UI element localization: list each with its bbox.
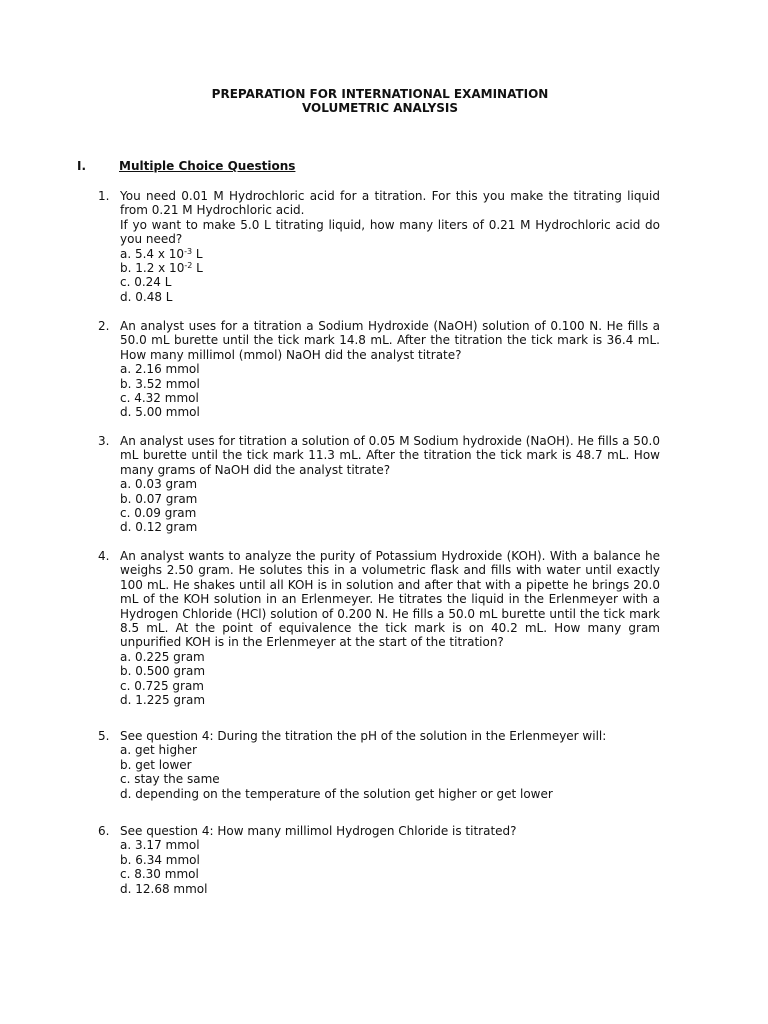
question-text: See question 4: During the titration the pH of the solution in the Erlenmeyer will: bbox=[120, 729, 607, 743]
question-text: An analyst wants to analyze the purity of Potassium Hydroxide (KOH). With a balance he weighs 2.50 gram. He solutes this in a volumetric flask and fills with water until exactly 100 mL. He shakes until all KOH is in solution and after that with a pipette he brings 20.0 mL of the KOH solution in an Erlenmeyer. He titrates the liquid in the Erlenmeyer with a Hydrogen Chloride (HCl) solution of 0.200 N. He fills a 50.0 mL burette until the tick mark 8.5 mL. At the point of equivalence the tick mark is on 40.2 mL. How many gram unpurified KOH is in the Erlenmeyer at the start of the titration? bbox=[120, 549, 660, 650]
answer-option[interactable]: d. 0.12 gram bbox=[120, 520, 198, 535]
answer-option[interactable] bbox=[120, 247, 660, 261]
question-text-part-1: You need 0.01 M Hydrochloric acid for a titration. For this you make the titrating liquid from 0.21 M Hydrochloric acid. bbox=[120, 189, 660, 218]
title-line-1: PREPARATION FOR INTERNATIONAL EXAMINATION bbox=[211, 87, 549, 101]
answer-option[interactable]: b. 6.34 mmol bbox=[120, 852, 200, 867]
answer-option[interactable]: b. 0.500 gram bbox=[120, 664, 206, 679]
answer-option[interactable]: a. 2.16 mmol bbox=[120, 362, 200, 377]
question-1 bbox=[98, 189, 660, 304]
answer-option[interactable]: c. 0.24 L bbox=[120, 275, 172, 290]
answer-option[interactable]: a. 0.225 gram bbox=[120, 649, 205, 664]
option-b-exponent: -2 bbox=[184, 261, 193, 271]
answer-options bbox=[120, 477, 660, 535]
section-number: I. bbox=[77, 159, 87, 173]
document-title bbox=[0, 87, 760, 116]
answer-option[interactable]: a. get higher bbox=[120, 743, 197, 758]
answer-option[interactable]: d. depending on the temperature of the solution get higher or get lower bbox=[120, 786, 553, 801]
question-text bbox=[120, 189, 660, 247]
answer-option[interactable]: a. 0.03 gram bbox=[120, 477, 198, 492]
question-number: 4. bbox=[98, 549, 110, 563]
section-title: Multiple Choice Questions bbox=[119, 159, 296, 173]
answer-option[interactable]: d. 12.68 mmol bbox=[120, 881, 208, 896]
answer-option[interactable]: d. 1.225 gram bbox=[120, 693, 206, 708]
answer-option[interactable]: b. 3.52 mmol bbox=[120, 376, 200, 391]
question-text: An analyst uses for titration a solution of 0.05 M Sodium hydroxide (NaOH). He fills a 50.0 mL burette until the tick mark 11.3 mL. After the titration the tick mark is 48.7 mL. How many grams of NaOH did the analyst titrate? bbox=[120, 434, 660, 477]
question-3 bbox=[98, 434, 660, 535]
question-number: 1. bbox=[98, 189, 110, 203]
question-5 bbox=[98, 729, 660, 801]
answer-option[interactable]: c. stay the same bbox=[120, 772, 220, 787]
answer-option[interactable]: c. 4.32 mmol bbox=[120, 391, 199, 405]
answer-option[interactable]: a. 3.17 mmol bbox=[120, 838, 200, 853]
answer-option[interactable]: b. 0.07 gram bbox=[120, 491, 198, 506]
answer-options bbox=[120, 838, 660, 896]
question-number: 5. bbox=[98, 729, 110, 743]
answer-options bbox=[120, 247, 660, 305]
option-a-unit: L bbox=[192, 246, 203, 261]
option-a-base: a. 5.4 x 10 bbox=[120, 246, 185, 261]
question-2 bbox=[98, 319, 660, 420]
question-text: See question 4: How many millimol Hydrogen Chloride is titrated? bbox=[120, 824, 517, 838]
section-heading bbox=[77, 159, 295, 173]
option-b-unit: L bbox=[192, 261, 203, 276]
answer-option[interactable]: c. 0.09 gram bbox=[120, 506, 197, 520]
answer-option[interactable]: c. 0.725 gram bbox=[120, 678, 204, 693]
answer-option[interactable]: c. 8.30 mmol bbox=[120, 867, 199, 882]
answer-options bbox=[120, 743, 660, 801]
question-text-part-2: If yo want to make 5.0 L titrating liquid, how many liters of 0.21 M Hydrochloric acid do you need? bbox=[120, 217, 660, 247]
answer-option[interactable]: d. 0.48 L bbox=[120, 289, 173, 304]
question-text: An analyst uses for a titration a Sodium Hydroxide (NaOH) solution of 0.100 N. He fills a 50.0 mL burette until the tick mark 14.8 mL. After the titration the tick mark is 36.4 mL. How many millimol (mmol) NaOH did the analyst titrate? bbox=[120, 319, 660, 362]
question-number: 2. bbox=[98, 319, 110, 333]
title-line-2: VOLUMETRIC ANALYSIS bbox=[301, 101, 459, 116]
answer-option[interactable]: d. 5.00 mmol bbox=[120, 405, 200, 420]
question-4 bbox=[98, 549, 660, 707]
question-number: 6. bbox=[98, 824, 110, 838]
answer-options bbox=[120, 362, 660, 420]
option-b-base: b. 1.2 x 10 bbox=[120, 261, 185, 276]
answer-option[interactable] bbox=[120, 261, 660, 275]
answer-options bbox=[120, 650, 660, 708]
question-number: 3. bbox=[98, 434, 110, 448]
question-6 bbox=[98, 824, 660, 896]
option-a-exponent: -3 bbox=[184, 246, 193, 256]
answer-option[interactable]: b. get lower bbox=[120, 757, 192, 772]
